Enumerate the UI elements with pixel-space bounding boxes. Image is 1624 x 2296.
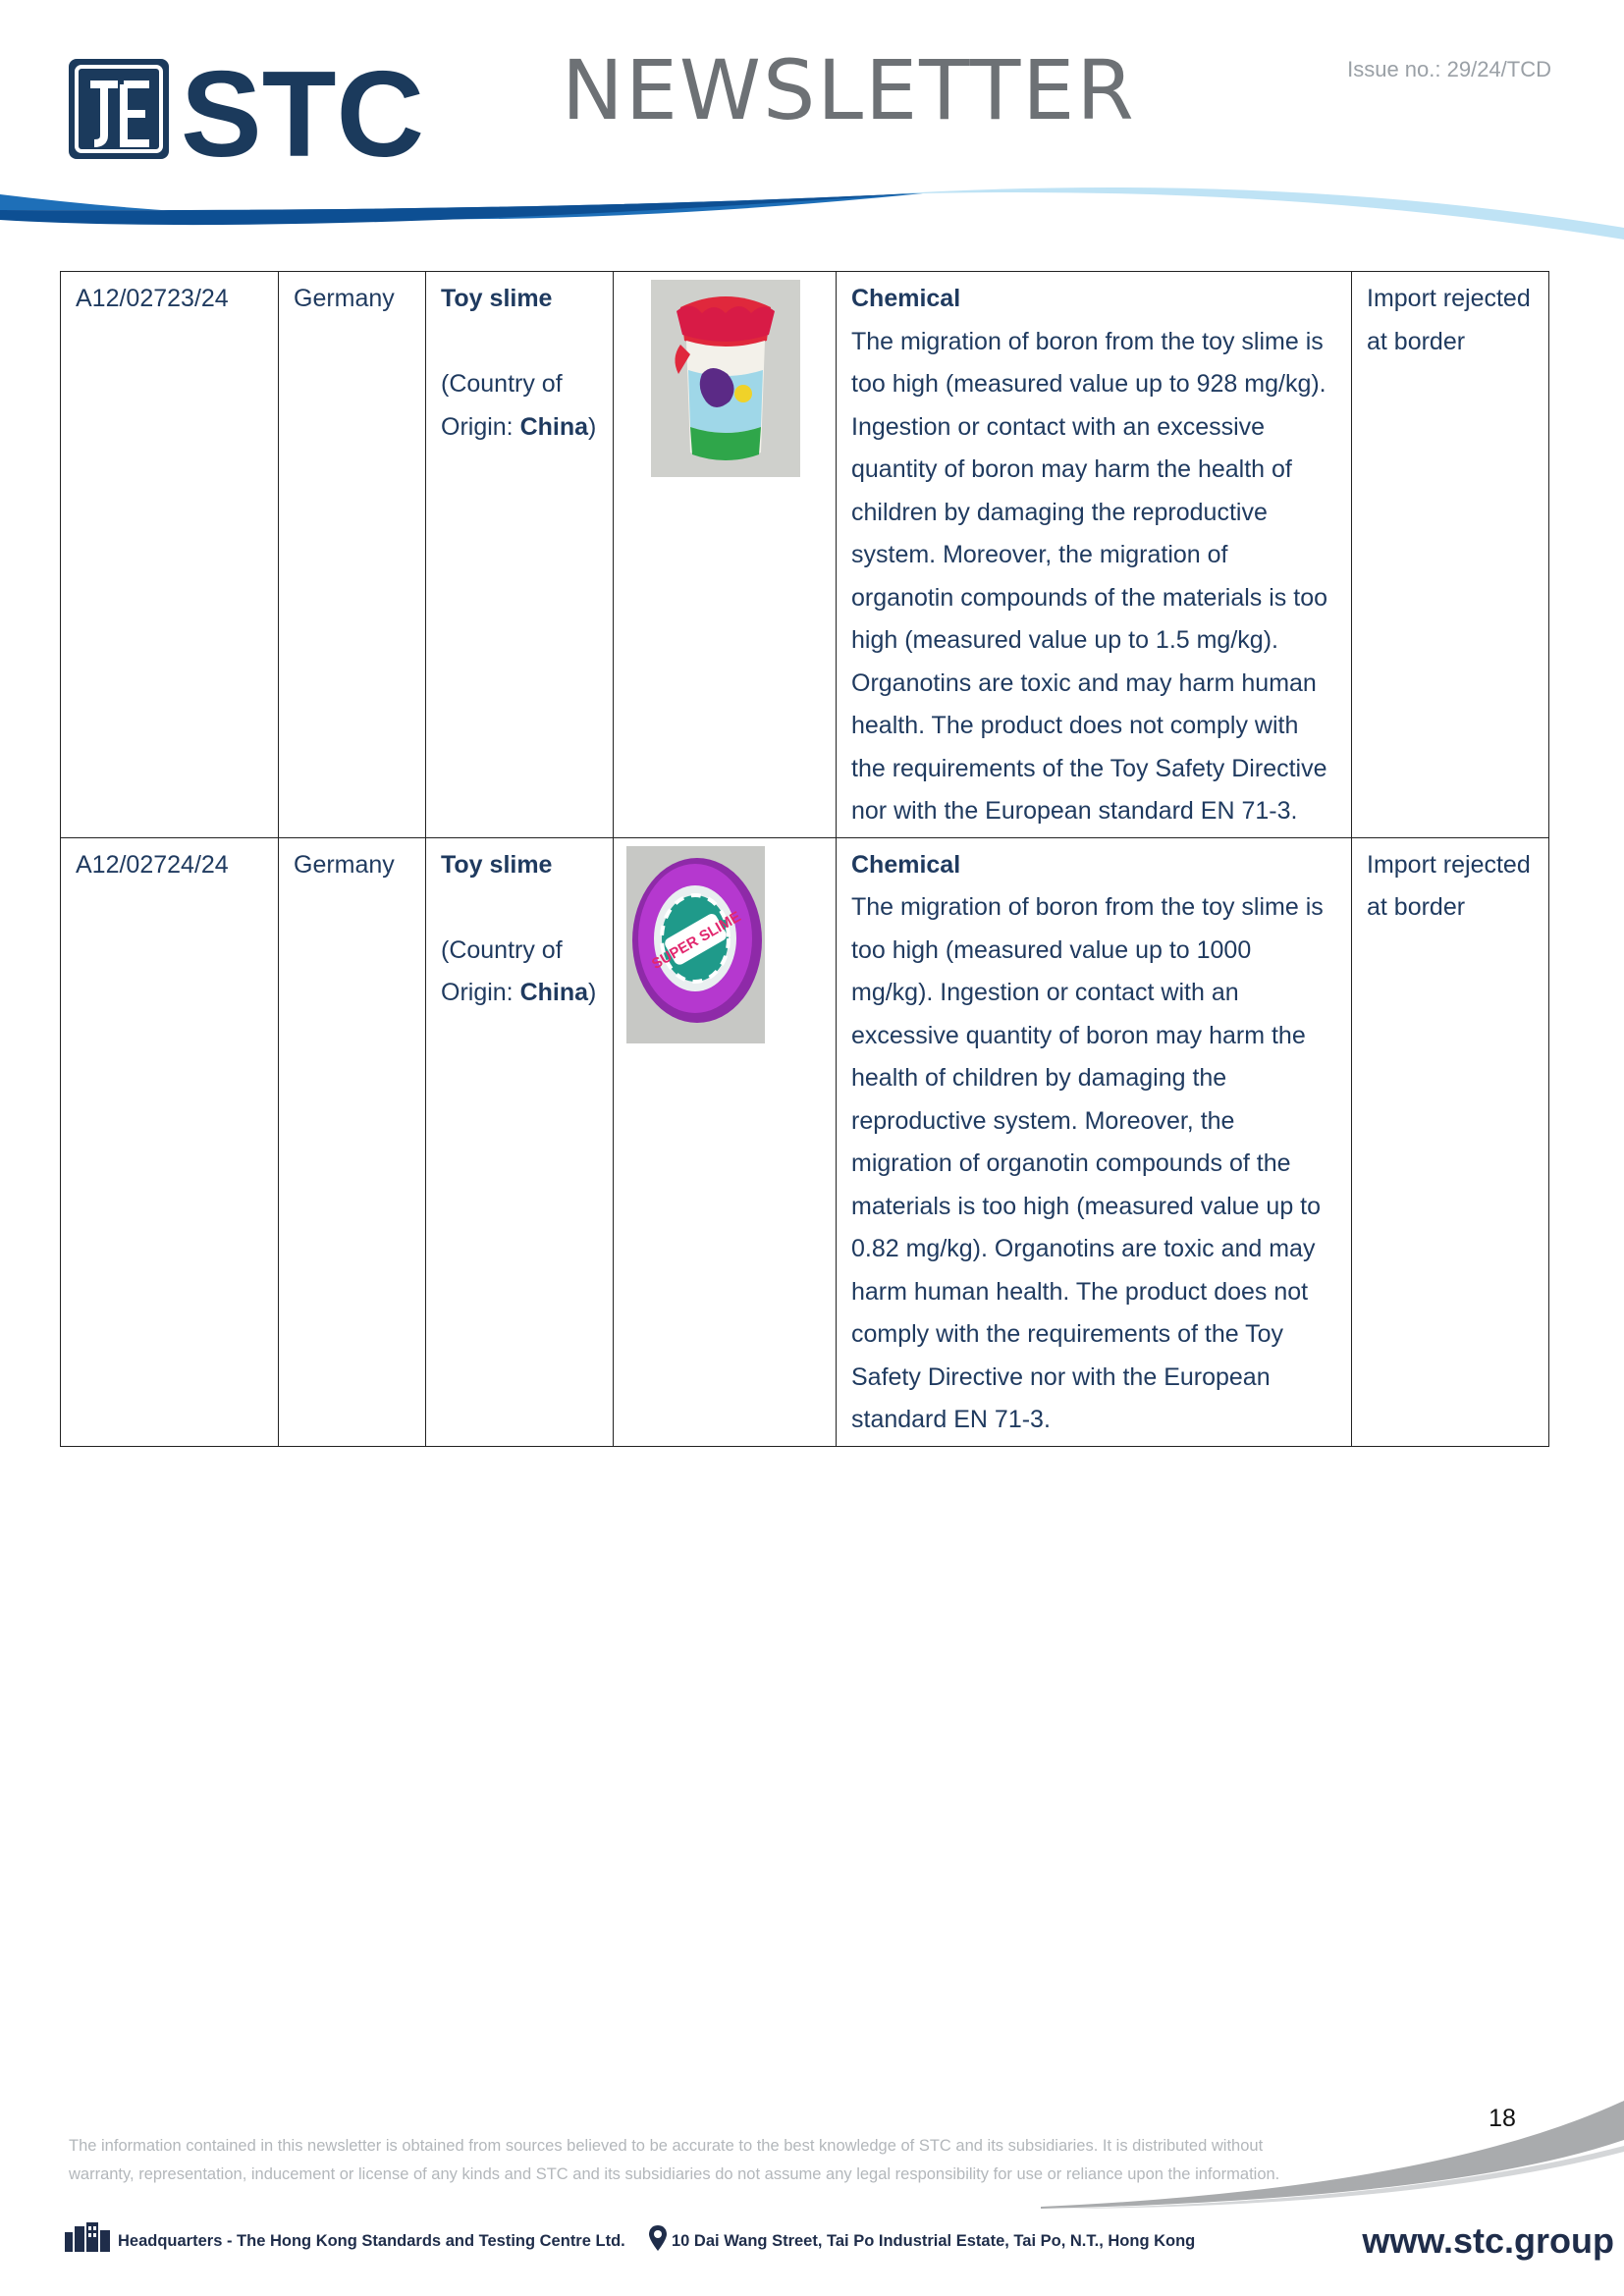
- origin-country: China: [519, 979, 589, 1006]
- page-header: [0, 0, 1624, 255]
- logo-text: STC: [181, 55, 424, 163]
- issue-number: Issue no.: 29/24/TCD: [1347, 57, 1551, 81]
- risk-description: The migration of boron from the toy slime is too high (measured value up to 1000 mg/kg). Ingestion or contact with an excessive quantity of boron may harm the health of children by damaging the reproductive system. Moreover, the migration of organotin compounds of the materials is too high (measured value up to 0.82 mg/kg). Organotins are toxic and may harm human health. The product does not comply with the requirements of the Toy Safety Directive nor with the European standard EN 71-3.: [851, 893, 1324, 1433]
- country-cell: Germany: [279, 837, 426, 1446]
- website-link[interactable]: www.stc.group: [1362, 2220, 1614, 2261]
- page-footer: [63, 2220, 1614, 2261]
- building-icon: [63, 2220, 114, 2252]
- table-row: [61, 837, 1549, 1446]
- reference-cell: A12/02724/24: [61, 837, 279, 1446]
- headquarters-text: Headquarters - The Hong Kong Standards and Testing Centre Ltd.: [118, 2232, 625, 2250]
- measure-cell: Import rejected at border: [1352, 837, 1549, 1446]
- product-cell: [426, 837, 614, 1446]
- origin-prefix: (Country of Origin:: [441, 935, 563, 1006]
- origin-text: [441, 363, 598, 449]
- reference-cell: A12/02723/24: [61, 272, 279, 838]
- risk-cell: [837, 837, 1352, 1446]
- header-swoosh: [0, 177, 1624, 255]
- table-row: [61, 272, 1549, 838]
- origin-prefix: (Country of Origin:: [441, 370, 563, 441]
- address-text: 10 Dai Wang Street, Tai Po Industrial Estate, Tai Po, N.T., Hong Kong: [672, 2232, 1196, 2250]
- page-number: 18: [1489, 2105, 1516, 2132]
- risk-type: Chemical: [851, 850, 961, 879]
- product-name: Toy slime: [441, 850, 553, 879]
- product-name: Toy slime: [441, 285, 553, 312]
- slime-cup-photo-icon: [651, 280, 800, 477]
- origin-country: China: [519, 412, 589, 441]
- country-cell: Germany: [279, 272, 426, 838]
- disclaimer-text: The information contained in this newsletter is obtained from sources believed to be accurate to the best knowledge of STC and its subsidiaries. It is distributed without warranty, representation, inducement or license of any kinds and STC and its subsidiaries do not assume any legal responsibility for use or reliance upon the information.: [69, 2137, 1280, 2183]
- stc-logo: [67, 55, 461, 163]
- measure-cell: Import rejected at border: [1352, 272, 1549, 838]
- photo-cell: [614, 272, 837, 838]
- recall-table: [60, 271, 1549, 1447]
- risk-cell: [837, 272, 1352, 838]
- newsletter-title: NEWSLETTER: [562, 42, 1136, 138]
- origin-suffix: ): [588, 412, 597, 441]
- risk-type: Chemical: [851, 285, 961, 312]
- origin-suffix: ): [588, 979, 597, 1006]
- super-slime-tub-photo-icon: [626, 846, 765, 1043]
- photo-label: SUPER SLIME: [648, 907, 744, 973]
- origin-text: [441, 930, 598, 1015]
- risk-description: The migration of boron from the toy slime is too high (measured value up to 928 mg/kg). Ingestion or contact with an excessive quantity of boron may harm the health of children by damaging the reproductive system. Moreover, the migration of organotin compounds of the materials is too high (measured value up to 1.5 mg/kg). Organotins are toxic and may harm human health. The product does not comply with the requirements of the Toy Safety Directive nor with the European standard EN 71-3.: [851, 327, 1327, 825]
- photo-cell: [614, 837, 837, 1446]
- location-pin-icon: [648, 2224, 668, 2252]
- product-cell: [426, 272, 614, 838]
